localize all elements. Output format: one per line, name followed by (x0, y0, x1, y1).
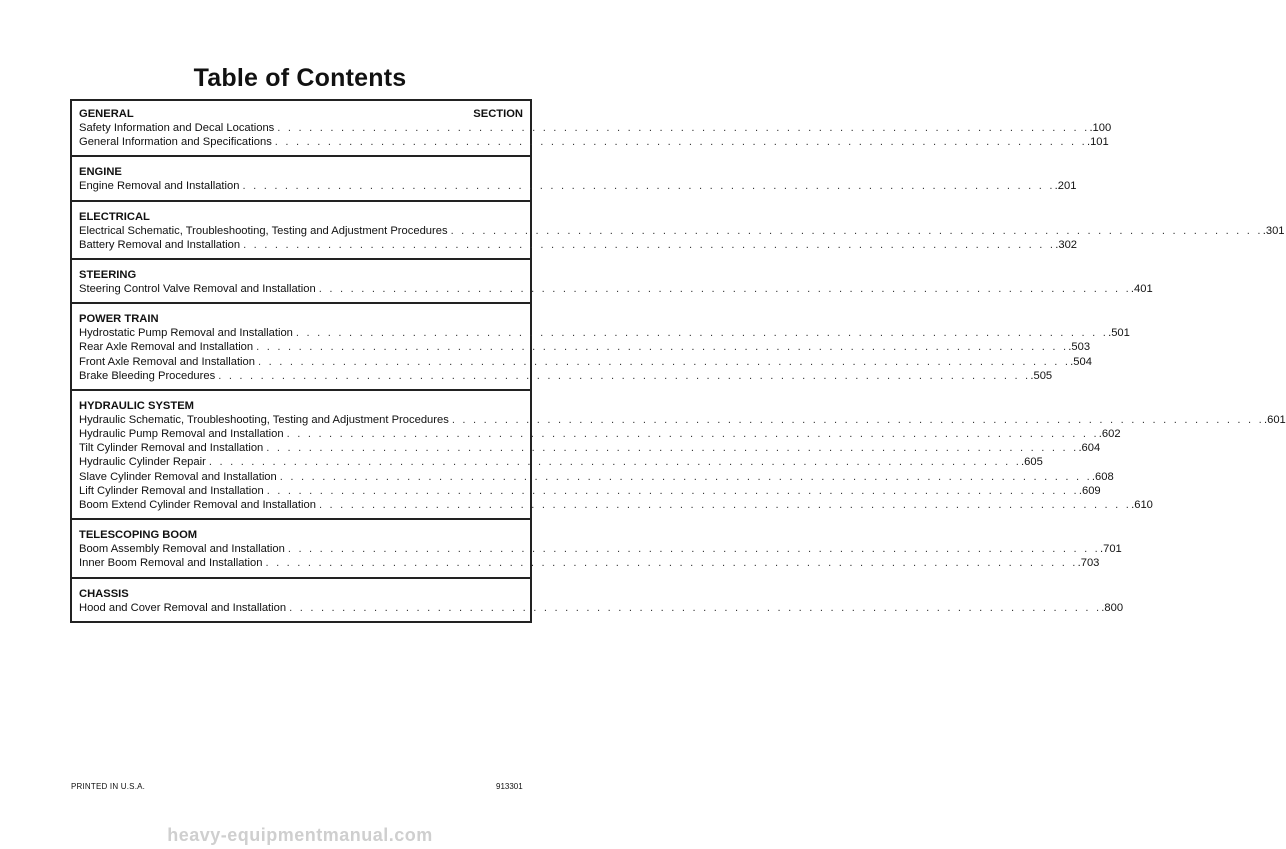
dot-leader: . . . . . . . . . . . . . . . . . . . . . . . . . . . . . . . . . . . . . . . . . . . . . . . . . . . . . . . . . . . . . . . . . . . . . . . . . . . . . (257, 355, 1071, 368)
dot-leader: . . . . . . . . . . . . . . . . . . . . . . . . . . . . . . . . . . . . . . . . . . . . . . . . . . . . . . . . . . . . . . . . . . . . . . . . . . . . . (450, 224, 1263, 237)
dot-leader: . . . . . . . . . . . . . . . . . . . . . . . . . . . . . . . . . . . . . . . . . . . . . . . . . . . . . . . . . . . . . . . . . . . . . . . . . . . . . (277, 122, 1090, 134)
dot-leader: . . . . . . . . . . . . . . . . . . . . . . . . . . . . . . . . . . . . . . . . . . . . . . . . . . . . . . . . . . . . . . . . . . . . . . . . . . . . . (318, 499, 1132, 511)
dot-leader: . . . . . . . . . . . . . . . . . . . . . . . . . . . . . . . . . . . . . . . . . . . . . . . . . . . . . . . . . . . . . . . . . . . . . . . . . . . . . (318, 282, 1131, 295)
toc-section (72, 302, 1130, 389)
section-header (79, 165, 523, 179)
toc-section (72, 200, 1285, 258)
section-heading: ELECTRICAL (79, 210, 150, 223)
toc-section (72, 101, 1112, 155)
dot-leader: . . . . . . . . . . . . . . . . . . . . . . . . . . . . . . . . . . . . . . . . . . . . . . . . . . . . . . . . . . . . . . . . . . . . . . . . . . . . . (266, 484, 1079, 497)
entry-section-number: .301 (1262, 224, 1285, 237)
footer-printed-in: PRINTED IN U.S.A. (71, 782, 146, 791)
dot-leader: . . . . . . . . . . . . . . . . . . . . . . . . . . . . . . . . . . . . . . . . . . . . . . . . . . . . . . . . . . . . . . . . . . . . . . . . . . . . . (242, 180, 1055, 193)
entry-section-number: .605 (1021, 456, 1043, 469)
toc-entry[interactable] (79, 238, 1078, 252)
entry-section-number: .201 (1054, 180, 1077, 193)
entry-section-number: .501 (1108, 327, 1130, 340)
section-heading: TELESCOPING BOOM (79, 529, 198, 542)
entry-section-number: .302 (1055, 238, 1078, 251)
entry-title: Boom Assembly Removal and Installation (79, 543, 285, 556)
page-title: Table of Contents (193, 64, 407, 92)
entry-section-number: .505 (1030, 369, 1053, 382)
toc-entry[interactable] (79, 470, 1114, 484)
table-of-contents (70, 99, 1286, 623)
section-heading: STEERING (79, 268, 137, 281)
toc-entry[interactable] (79, 224, 1285, 238)
section-header (79, 210, 523, 224)
toc-entry[interactable] (79, 455, 1043, 469)
footer-doc-number: 913301 (496, 782, 523, 791)
toc-entry[interactable] (79, 326, 1130, 340)
entry-title: General Information and Specifications (79, 136, 272, 149)
toc-section (72, 155, 1077, 199)
entry-title: Lift Cylinder Removal and Installation (79, 484, 264, 497)
toc-entry[interactable] (79, 601, 1124, 615)
entry-title: Engine Removal and Installation (79, 180, 240, 193)
section-header (79, 312, 523, 326)
entry-section-number: .703 (1077, 557, 1100, 570)
section-header (79, 107, 523, 121)
entry-title: Hood and Cover Removal and Installation (79, 601, 287, 614)
dot-leader: . . . . . . . . . . . . . . . . . . . . . . . . . . . . . . . . . . . . . . . . . . . . . . . . . . . . . . . . . . . . . . . . . . . . . . . . . . . . . (279, 470, 1092, 483)
section-heading: POWER TRAIN (79, 313, 159, 326)
toc-entry[interactable] (79, 340, 1091, 354)
toc-section (72, 258, 1153, 302)
dot-leader: . . . . . . . . . . . . . . . . . . . . . . . . . . . . . . . . . . . . . . . . . . . . . . . . . . . . . . . . . . . . . . . . . . . . . . . . . . . . . (286, 428, 1099, 441)
section-heading: ENGINE (79, 166, 122, 179)
entry-section-number: .701 (1100, 543, 1122, 556)
dot-leader: . . . . . . . . . . . . . . . . . . . . . . . . . . . . . . . . . . . . . . . . . . . . . . . . . . . . . . . . . . . . . . . . . . . . . . . . . . . . . (289, 601, 1102, 614)
section-heading: HYDRAULIC SYSTEM (79, 399, 194, 412)
toc-entry[interactable] (79, 441, 1101, 455)
entry-title: Boom Extend Cylinder Removal and Installation (79, 499, 316, 511)
dot-leader: . . . . . . . . . . . . . . . . . . . . . . . . . . . . . . . . . . . . . . . . . . . . . . . . . . . . . . . . . . . . . . . . . . . . . . . . . . . . . (243, 238, 1056, 251)
section-header (79, 268, 523, 282)
entry-title: Front Axle Removal and Installation (79, 355, 255, 368)
toc-entry[interactable] (79, 179, 1077, 193)
dot-leader: . . . . . . . . . . . . . . . . . . . . . . . . . . . . . . . . . . . . . . . . . . . . . . . . . . . . . . . . . . . . . . . . . . . . . . . . . . . . . (265, 557, 1078, 570)
entry-section-number: .608 (1091, 470, 1114, 483)
toc-entry[interactable] (79, 369, 1053, 383)
toc-entry[interactable] (79, 484, 1101, 498)
entry-section-number: .503 (1068, 341, 1091, 354)
entry-title: Inner Boom Removal and Installation (79, 557, 263, 570)
entry-title: Tilt Cylinder Removal and Installation (79, 442, 264, 455)
entry-title: Slave Cylinder Removal and Installation (79, 470, 277, 483)
dot-leader: . . . . . . . . . . . . . . . . . . . . . . . . . . . . . . . . . . . . . . . . . . . . . . . . . . . . . . . . . . . . . . . . . . . . . . . . . . . . . (208, 456, 1022, 469)
dot-leader: . . . . . . . . . . . . . . . . . . . . . . . . . . . . . . . . . . . . . . . . . . . . . . . . . . . . . . . . . . . . . . . . . . . . . . . . . . . . . (287, 543, 1100, 556)
toc-entry[interactable] (79, 282, 1153, 296)
entry-section-number: .602 (1098, 428, 1121, 441)
toc-section (72, 389, 1286, 518)
entry-section-number: .610 (1131, 499, 1153, 511)
entry-title: Rear Axle Removal and Installation (79, 341, 254, 354)
dot-leader: . . . . . . . . . . . . . . . . . . . . . . . . . . . . . . . . . . . . . . . . . . . . . . . . . . . . . . . . . . . . . . . . . . . . . . . . . . . . . (266, 442, 1079, 455)
toc-entry[interactable] (79, 498, 1153, 512)
toc-entry[interactable] (79, 413, 1286, 427)
entry-title: Hydraulic Pump Removal and Installation (79, 428, 284, 441)
section-heading: CHASSIS (79, 587, 129, 600)
toc-entry[interactable] (79, 542, 1122, 556)
entry-title: Safety Information and Decal Locations (79, 122, 275, 134)
watermark: heavy-equipmentmanual.com (167, 825, 433, 845)
toc-entry[interactable] (79, 355, 1092, 369)
toc-entry[interactable] (79, 556, 1100, 570)
entry-section-number: .100 (1089, 122, 1112, 134)
dot-leader: . . . . . . . . . . . . . . . . . . . . . . . . . . . . . . . . . . . . . . . . . . . . . . . . . . . . . . . . . . . . . . . . . . . . . . . . . . . . . (451, 413, 1264, 426)
entry-title: Hydrostatic Pump Removal and Installation (79, 327, 293, 340)
entry-title: Hydraulic Cylinder Repair (79, 456, 206, 469)
dot-leader: . . . . . . . . . . . . . . . . . . . . . . . . . . . . . . . . . . . . . . . . . . . . . . . . . . . . . . . . . . . . . . . . . . . . . . . . . . . . . (218, 369, 1031, 382)
toc-entry[interactable] (79, 135, 1109, 149)
entry-title: Brake Bleeding Procedures (79, 369, 216, 382)
dot-leader: . . . . . . . . . . . . . . . . . . . . . . . . . . . . . . . . . . . . . . . . . . . . . . . . . . . . . . . . . . . . . . . . . . . . . . . . . . . . . (295, 327, 1109, 340)
entry-section-number: .604 (1078, 442, 1101, 455)
entry-section-number: .609 (1078, 484, 1101, 497)
entry-title: Hydraulic Schematic, Troubleshooting, Testing and Adjustment Procedures (79, 413, 449, 426)
entry-title: Steering Control Valve Removal and Installation (79, 282, 316, 295)
section-header (79, 528, 523, 542)
toc-section (72, 518, 1122, 576)
entry-section-number: .601 (1263, 413, 1286, 426)
entry-title: Electrical Schematic, Troubleshooting, Testing and Adjustment Procedures (79, 224, 448, 237)
toc-entry[interactable] (79, 427, 1121, 441)
entry-section-number: .401 (1130, 282, 1153, 295)
entry-title: Battery Removal and Installation (79, 238, 241, 251)
section-header (79, 399, 523, 413)
toc-section (72, 577, 1124, 621)
entry-section-number: .101 (1086, 136, 1109, 149)
toc-entry[interactable] (79, 121, 1112, 135)
section-column-label: SECTION (473, 108, 523, 120)
dot-leader: . . . . . . . . . . . . . . . . . . . . . . . . . . . . . . . . . . . . . . . . . . . . . . . . . . . . . . . . . . . . . . . . . . . . . . . . . . . . . (274, 136, 1087, 149)
entry-section-number: .800 (1101, 601, 1124, 614)
section-heading: GENERAL (79, 108, 134, 120)
dot-leader: . . . . . . . . . . . . . . . . . . . . . . . . . . . . . . . . . . . . . . . . . . . . . . . . . . . . . . . . . . . . . . . . . . . . . . . . . . . . . (256, 341, 1069, 354)
section-header (79, 587, 523, 601)
entry-section-number: .504 (1070, 355, 1092, 368)
